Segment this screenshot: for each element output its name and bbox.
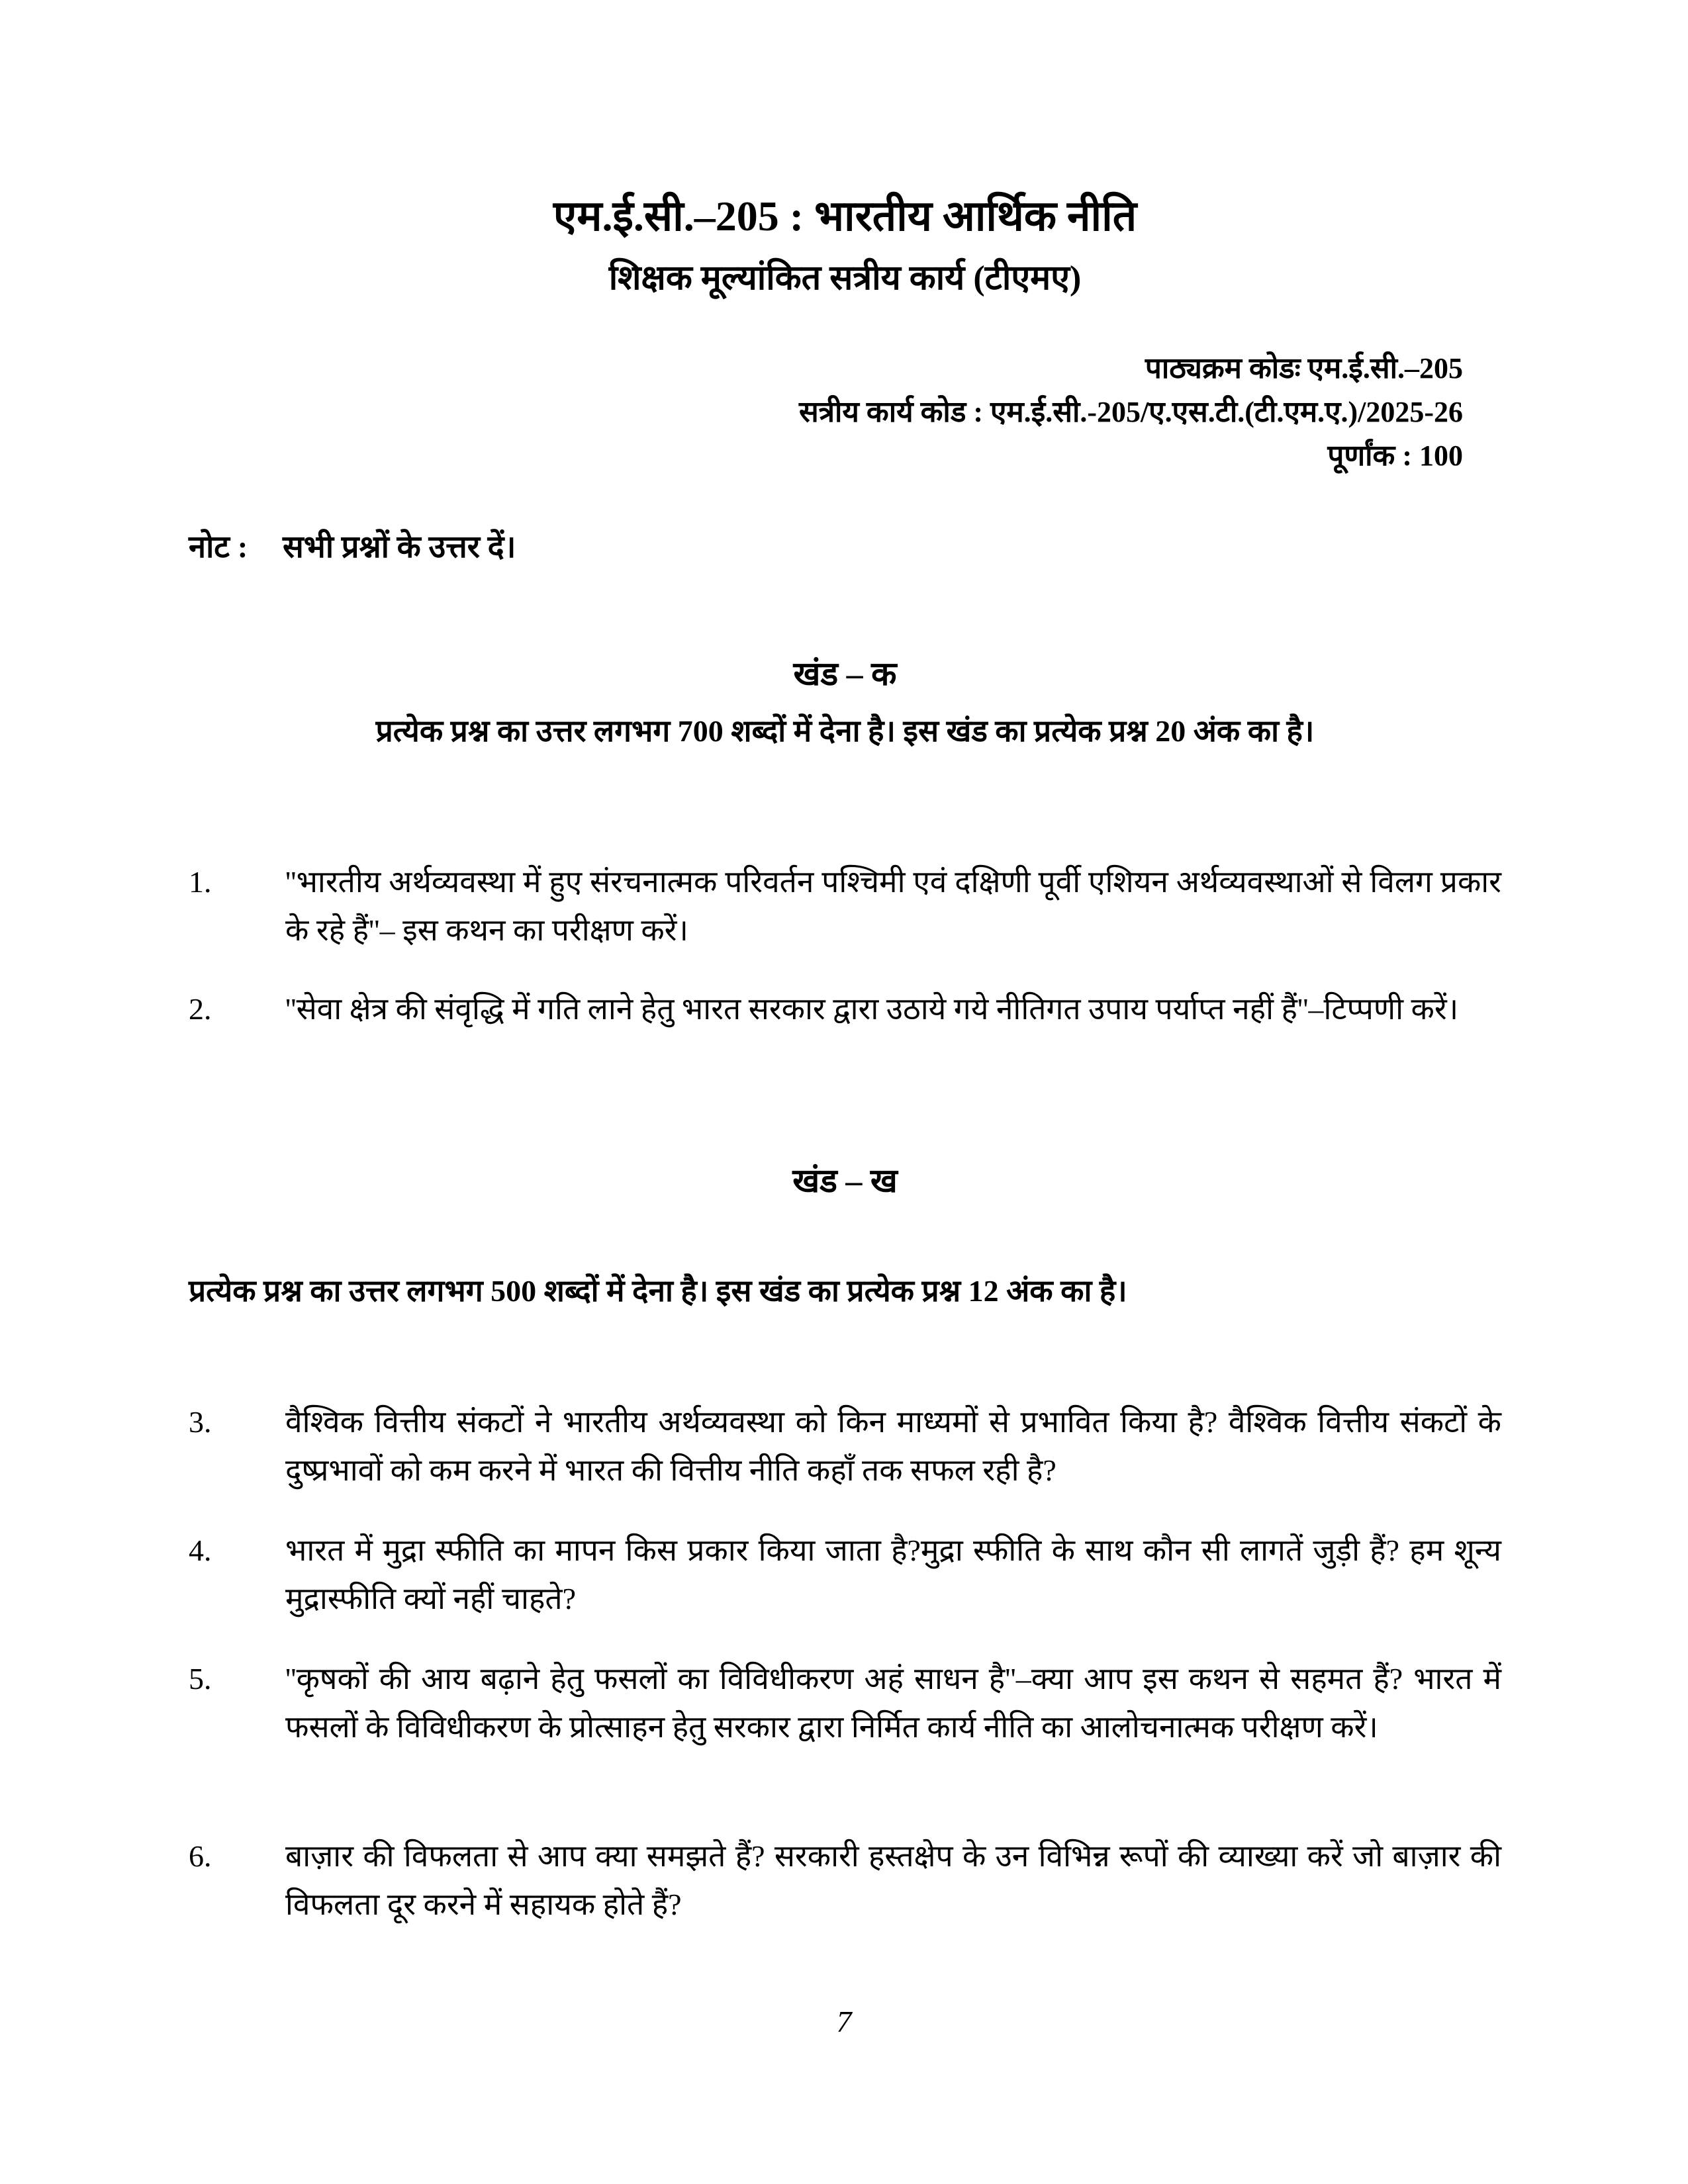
question-row: [189, 858, 1501, 954]
question-text: बाज़ार की विफलता से आप क्या समझते हैं? सरकारी हस्तक्षेप के उन विभिन्न रूपों की व्याख्या करें जो बाज़ार की विफलता दूर करने में सहायक होते हैं?: [285, 1839, 1501, 1921]
page-number: 7: [836, 2005, 852, 2038]
question-number: 1.: [189, 865, 212, 899]
page-title: एम.ई.सी.–205 : भारतीय आर्थिक नीति: [553, 193, 1137, 240]
question-row: [189, 1655, 1501, 1751]
question-number: 6.: [189, 1839, 212, 1873]
section-b-instruction: प्रत्येक प्रश्न का उत्तर लगभग 500 शब्दों में देना है। इस खंड का प्रत्येक प्रश्न 12 अंक का है।: [189, 1274, 1127, 1308]
course-code-line: पाठ्यक्रम कोडः एम.ई.सी.–205: [1145, 352, 1463, 385]
code-block: [189, 347, 1501, 478]
question-text: ''सेवा क्षेत्र की संवृद्धि में गति लाने हेतु भारत सरकार द्वारा उठाये गये नीतिगत उपाय पर्याप्त नहीं हैं''–टिप्पणी करें।: [285, 992, 1459, 1026]
max-marks-line: पूर्णांक : 100: [1327, 439, 1463, 472]
section-a-heading: खंड – क: [793, 655, 897, 692]
question-text: ''भारतीय अर्थव्यवस्था में हुए संरचनात्मक परिवर्तन पश्चिमी एवं दक्षिणी पूर्वी एशियन अर्थव्यवस्थाओं से विलग प्रकार के रहे हैं''– इस कथन का परीक्षण करें।: [285, 865, 1501, 947]
question-text: ''कृषकों की आय बढ़ाने हेतु फसलों का विविधीकरण अहं साधन है''–क्या आप इस कथन से सहमत हैं? भारत में फसलों के विविधीकरण के प्रोत्साहन हेतु सरकार द्वारा निर्मित कार्य नीति का आलोचनात्मक परीक्षण करें।: [285, 1662, 1501, 1744]
section-b-heading: खंड – ख: [792, 1162, 898, 1199]
question-number: 3.: [189, 1405, 212, 1439]
assignment-code-line: सत्रीय कार्य कोड : एम.ई.सी.-205/ए.एस.टी.(टी.एम.ए.)/2025-26: [798, 396, 1463, 428]
question-row: [189, 985, 1501, 1033]
question-row: [189, 1398, 1501, 1494]
question-row: [189, 1526, 1501, 1623]
question-number: 2.: [189, 992, 212, 1026]
question-row: [189, 1832, 1501, 1929]
section-a-instruction: प्रत्येक प्रश्न का उत्तर लगभग 700 शब्दों में देना है। इस खंड का प्रत्येक प्रश्न 20 अंक का है।: [375, 714, 1315, 748]
question-number: 5.: [189, 1662, 212, 1696]
question-number: 4.: [189, 1533, 212, 1567]
question-text: वैश्विक वित्तीय संकटों ने भारतीय अर्थव्यवस्था को किन माध्यमों से प्रभावित किया है? वैश्विक वित्तीय संकटों के दुष्प्रभावों को कम करने में भारत की वित्तीय नीति कहाँ तक सफल रही है?: [285, 1405, 1501, 1487]
note: [189, 524, 1501, 567]
note-text: सभी प्रश्नों के उत्तर दें।: [283, 530, 516, 565]
note-label: नोट :: [189, 530, 248, 565]
question-text: भारत में मुद्रा स्फीति का मापन किस प्रकार किया जाता है?मुद्रा स्फीति के साथ कौन सी लागतें जुड़ी हैं? हम शून्य मुद्रास्फीति क्यों नहीं चाहते?: [285, 1533, 1501, 1615]
page-subtitle: शिक्षक मूल्यांकित सत्रीय कार्य (टीएमए): [608, 259, 1082, 297]
